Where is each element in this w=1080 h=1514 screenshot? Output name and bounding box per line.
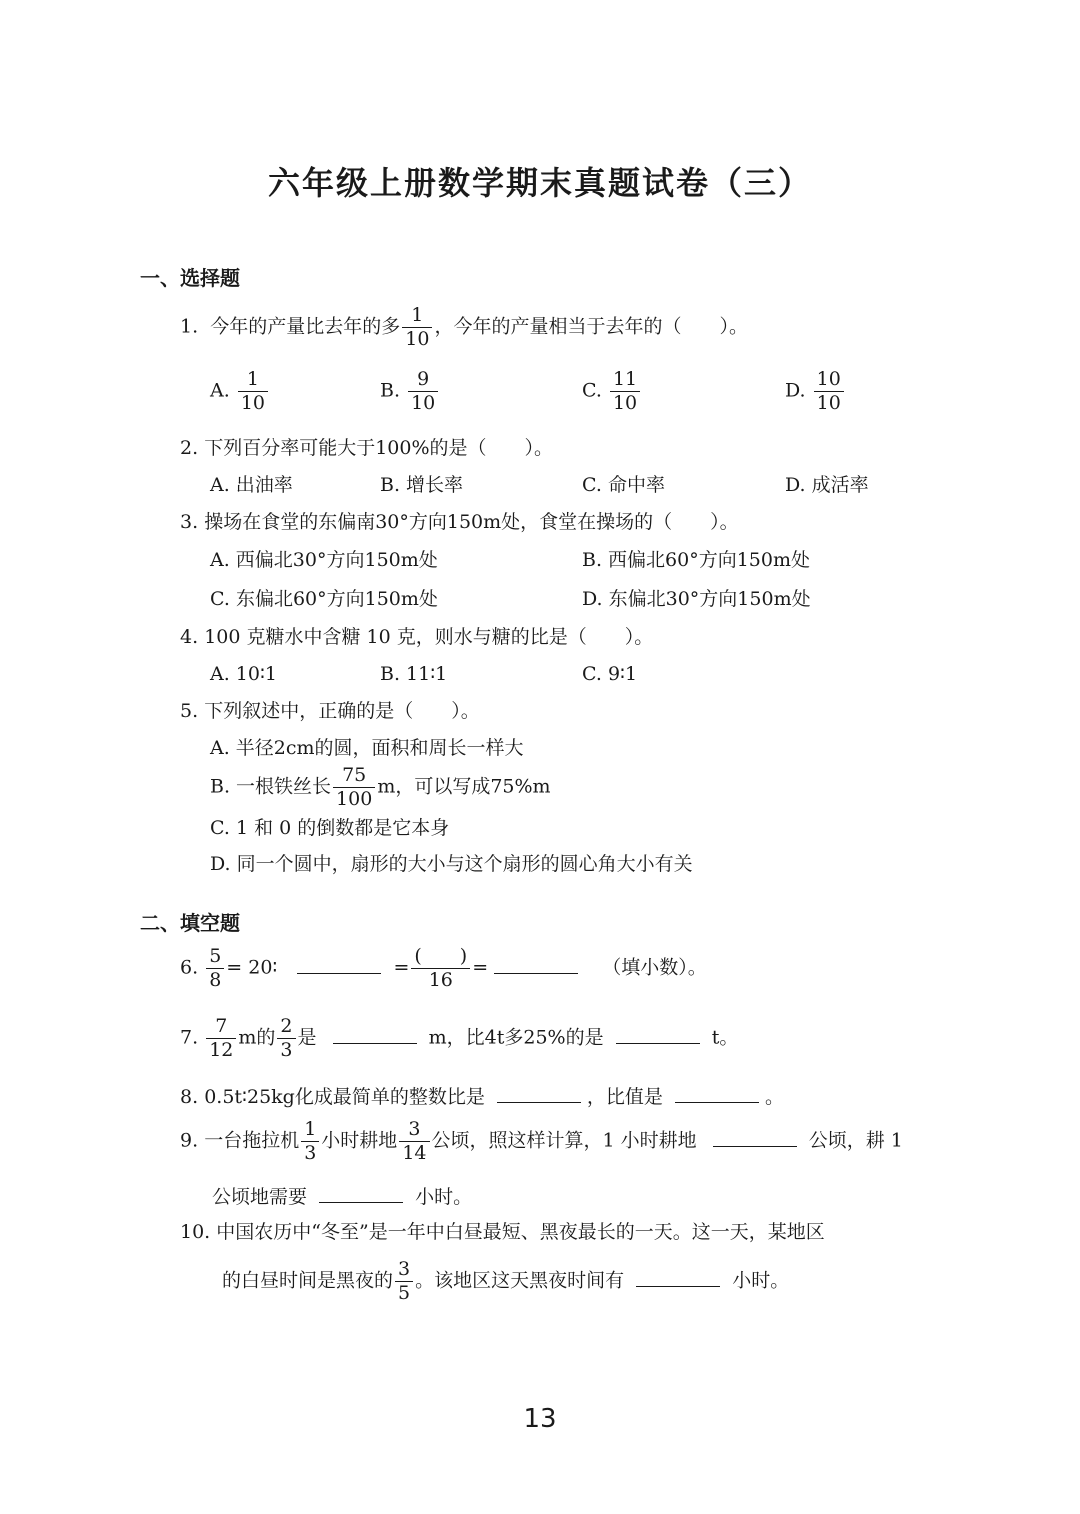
answer-blank[interactable] <box>616 1025 700 1044</box>
option-d[interactable]: D. $\frac{10}{10}$ <box>785 370 846 413</box>
question-3: 3. 操场在食堂的东偏南30°方向150m处，食堂在操场的（ ）。 <box>180 511 739 533</box>
question-7: 7. $\frac{7}{12}$ m的 $\frac{2}{3}$ 是 m，比4t多25%的是 t。 <box>180 1015 739 1061</box>
option-c[interactable]: C. $\frac{11}{10}$ <box>582 370 642 413</box>
option-a[interactable]: A. 西偏北30°方向150m处 <box>210 549 438 571</box>
option-c[interactable]: C. 1 和 0 的倒数都是它本身 <box>210 817 450 839</box>
option-c[interactable]: C. 9∶1 <box>582 663 638 685</box>
answer-blank[interactable] <box>333 1025 417 1044</box>
question-number: 1. <box>180 315 199 338</box>
option-b[interactable]: B. 西偏北60°方向150m处 <box>582 549 811 571</box>
option-d[interactable]: D. 东偏北30°方向150m处 <box>582 588 811 610</box>
question-5: 5. 下列叙述中，正确的是（ ）。 <box>180 700 480 722</box>
question-10-line2: 的白昼时间是黑夜的 $\frac{3}{5}$ 。该地区这天黑夜时间有 小时。 <box>222 1258 790 1304</box>
option-b[interactable]: B. $\frac{9}{10}$ <box>380 370 440 413</box>
option-b[interactable]: B. 增长率 <box>380 474 464 496</box>
option-b[interactable]: B. 11∶1 <box>380 663 448 685</box>
answer-blank[interactable] <box>636 1268 720 1287</box>
section-heading-fill: 二、填空题 <box>140 911 240 935</box>
option-d[interactable]: D. 成活率 <box>785 474 869 496</box>
question-stem: 今年的产量比去年的多 <box>210 315 401 338</box>
option-d[interactable]: D. 同一个圆中，扇形的大小与这个扇形的圆心角大小有关 <box>210 853 693 875</box>
question-4: 4. 100 克糖水中含糖 10 克，则水与糖的比是（ ）。 <box>180 626 654 648</box>
question-10: 10. 中国农历中“冬至”是一年中白昼最短、黑夜最长的一天。这一天，某地区 <box>180 1221 825 1243</box>
answer-blank[interactable] <box>675 1084 759 1103</box>
question-8: 8. 0.5t∶25kg化成最简单的整数比是 ，比值是 。 <box>180 1086 784 1108</box>
fraction: $\frac{1}{10}$ <box>402 306 432 349</box>
option-a[interactable]: A. $\frac{1}{10}$ <box>210 370 270 413</box>
answer-blank[interactable] <box>713 1128 797 1147</box>
question-2: 2. 下列百分率可能大于100%的是（ ）。 <box>180 437 554 459</box>
option-c[interactable]: C. 命中率 <box>582 474 665 496</box>
question-6: 6. $\frac{5}{8}$ = 20∶ = $\frac{( )}{16}$ = （填小数）。 <box>180 945 707 991</box>
answer-blank[interactable] <box>297 955 381 974</box>
question-9-line2: 公顷地需要 小时。 <box>212 1186 473 1208</box>
question-stem: ，今年的产量相当于去年的（ ）。 <box>434 315 748 338</box>
option-a[interactable]: A. 半径2cm的圆，面积和周长一样大 <box>210 737 524 759</box>
section-heading-choice: 一、选择题 <box>140 266 240 290</box>
option-a[interactable]: A. 出油率 <box>210 474 293 496</box>
page-title: 六年级上册数学期末真题试卷（三） <box>267 164 812 202</box>
option-a[interactable]: A. 10∶1 <box>210 663 278 685</box>
option-b[interactable]: B. 一根铁丝长 $\frac{75}{100}$ m，可以写成75%m <box>210 764 551 810</box>
answer-blank[interactable] <box>319 1184 403 1203</box>
page-number: 13 <box>523 1404 557 1434</box>
option-c[interactable]: C. 东偏北60°方向150m处 <box>210 588 438 610</box>
question-9: 9. 一台拖拉机 $\frac{1}{3}$ 小时耕地 $\frac{3}{14}$ 公顷，照这样计算，1 小时耕地 公顷，耕 1 <box>180 1118 903 1164</box>
answer-blank[interactable] <box>494 955 578 974</box>
answer-blank[interactable] <box>497 1084 581 1103</box>
question-1 <box>180 306 748 349</box>
